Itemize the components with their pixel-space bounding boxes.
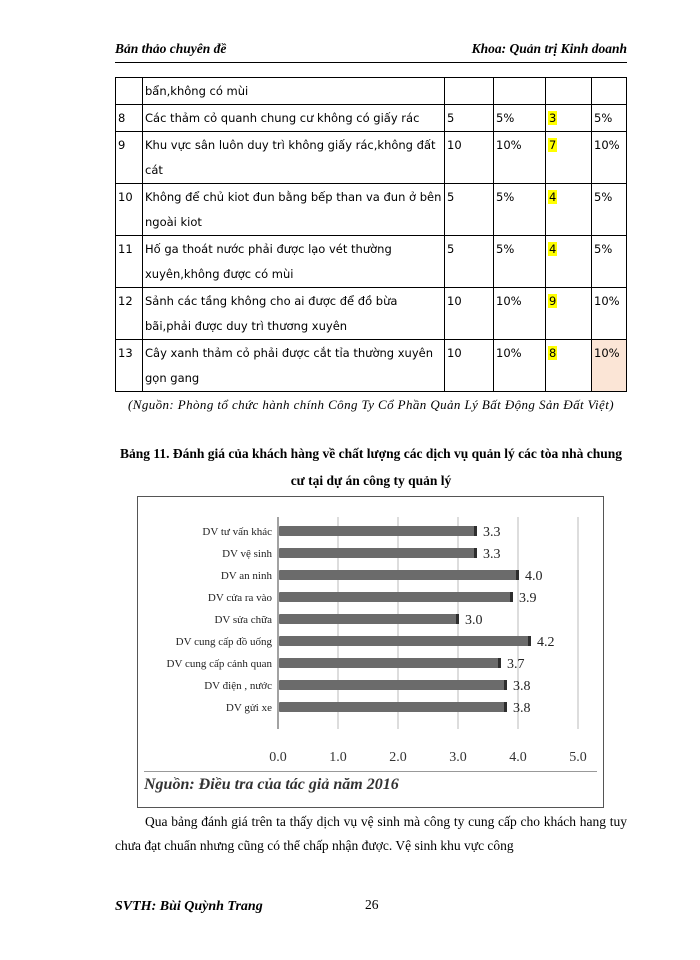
page-number: 26	[365, 897, 379, 912]
bar-value-label: 3.9	[519, 591, 537, 606]
score-percent: 5%	[592, 105, 627, 132]
bar-end-cap	[456, 614, 459, 624]
category-label: DV cung cấp đồ uống	[175, 636, 272, 648]
table-row	[116, 340, 627, 392]
criterion-text: Không để chủ kiot đun bằng bếp than va đun ở bên ngoài kiot	[143, 184, 445, 236]
header-doc-title: Bản thảo chuyên đề	[115, 41, 227, 56]
table-row	[116, 184, 627, 236]
x-tick-label: 5.0	[569, 750, 587, 765]
category-label: DV điện , nước	[204, 680, 272, 692]
bar	[279, 592, 513, 602]
criterion-text: Các thảm cỏ quanh chung cư không có giấy rác	[143, 105, 445, 132]
bar	[279, 636, 531, 646]
row-number: 11	[116, 236, 143, 288]
bar-value-label: 4.0	[525, 569, 543, 584]
weight-value: 10	[445, 340, 494, 392]
bar	[279, 680, 507, 690]
table-row	[116, 236, 627, 288]
bar	[279, 526, 477, 536]
x-tick-label: 3.0	[449, 750, 467, 765]
bar	[279, 702, 507, 712]
table-row	[116, 288, 627, 340]
category-label: DV cung cấp cảnh quan	[166, 658, 272, 670]
bar-value-label: 3.8	[513, 701, 531, 716]
score-percent: 10%	[592, 340, 627, 392]
bar-end-cap	[474, 548, 477, 558]
table-row	[116, 105, 627, 132]
criterion-text: Sảnh các tầng không cho ai được để đồ bừa bãi,phải được duy trì thương xuyên	[143, 288, 445, 340]
weight-value: 10	[445, 132, 494, 184]
row-number: 9	[116, 132, 143, 184]
criterion-text: Khu vực sân luôn duy trì không giấy rác,không đất cát	[143, 132, 445, 184]
bar-value-label: 3.3	[483, 525, 501, 540]
bar-end-cap	[504, 680, 507, 690]
continuation-text: bẩn,không có mùi	[143, 78, 445, 105]
bar-end-cap	[516, 570, 519, 580]
row-number: 13	[116, 340, 143, 392]
table-row	[116, 132, 627, 184]
header-faculty: Khoa: Quản trị Kinh doanh	[471, 41, 627, 56]
bar-end-cap	[528, 636, 531, 646]
weight-value: 5	[445, 236, 494, 288]
score-value: 7	[549, 138, 557, 152]
score-value: 4	[549, 190, 557, 204]
weight-percent: 10%	[494, 132, 546, 184]
bar-value-label: 3.7	[507, 657, 525, 672]
bar-value-label: 3.8	[513, 679, 531, 694]
score-percent: 5%	[592, 184, 627, 236]
table-row-continuation	[116, 78, 627, 105]
bar	[279, 548, 477, 558]
bar-end-cap	[474, 526, 477, 536]
score-value: 4	[549, 242, 557, 256]
bar-value-label: 3.3	[483, 547, 501, 562]
bar	[279, 658, 501, 668]
body-paragraph: Qua bảng đánh giá trên ta thấy dịch vụ vệ sinh mà công ty cung cấp cho khách hang tuy chưa đạt chuẩn nhưng cũng có thể chấp nhận được. Vệ sinh khu vực công	[115, 814, 627, 853]
category-label: DV tư vấn khác	[202, 526, 272, 538]
weight-percent: 5%	[494, 184, 546, 236]
bar-end-cap	[498, 658, 501, 668]
weight-percent: 5%	[494, 236, 546, 288]
criterion-text: Cây xanh thảm cỏ phải được cắt tỉa thường xuyên gọn gang	[143, 340, 445, 392]
table-caption: Bảng 11. Đánh giá của khách hàng về chất lượng các dịch vụ quản lý các tòa nhà chung cư tại dự án công ty quản lý	[119, 446, 623, 488]
score-percent: 5%	[592, 236, 627, 288]
bar-end-cap	[510, 592, 513, 602]
rating-chart	[137, 496, 604, 808]
criterion-text: Hố ga thoát nước phải được lạo vét thường xuyên,không được có mùi	[143, 236, 445, 288]
bar	[279, 614, 459, 624]
category-label: DV sửa chữa	[214, 614, 272, 626]
table-source: (Nguồn: Phòng tổ chức hành chính Công Ty Cổ Phần Quản Lý Bất Động Sản Đất Việt)	[128, 397, 614, 412]
bar	[279, 570, 519, 580]
score-percent: 10%	[592, 288, 627, 340]
rating-chart-svg	[138, 497, 603, 772]
weight-percent: 10%	[494, 340, 546, 392]
bar-end-cap	[504, 702, 507, 712]
weight-value: 10	[445, 288, 494, 340]
weight-percent: 5%	[494, 105, 546, 132]
score-percent: 10%	[592, 132, 627, 184]
x-tick-label: 4.0	[509, 750, 527, 765]
x-tick-label: 2.0	[389, 750, 407, 765]
category-label: DV gửi xe	[225, 702, 272, 714]
row-number: 10	[116, 184, 143, 236]
page-header	[115, 38, 627, 63]
x-tick-label: 1.0	[329, 750, 347, 765]
weight-value: 5	[445, 105, 494, 132]
category-label: DV vệ sinh	[222, 548, 272, 560]
score-value: 3	[549, 111, 557, 125]
score-value: 9	[549, 294, 557, 308]
chart-source: Nguồn: Điều tra của tác giả năm 2016	[144, 771, 597, 799]
category-label: DV cửa ra vào	[207, 592, 272, 604]
row-number: 8	[116, 105, 143, 132]
category-label: DV an ninh	[220, 570, 272, 582]
row-number: 12	[116, 288, 143, 340]
bar-value-label: 4.2	[537, 635, 555, 650]
weight-value: 5	[445, 184, 494, 236]
bar-value-label: 3.0	[465, 613, 483, 628]
score-value: 8	[549, 346, 557, 360]
footer-author: SVTH: Bùi Quỳnh Trang	[115, 899, 263, 914]
x-tick-label: 0.0	[269, 750, 287, 765]
weight-percent: 10%	[494, 288, 546, 340]
criteria-table	[115, 77, 627, 392]
